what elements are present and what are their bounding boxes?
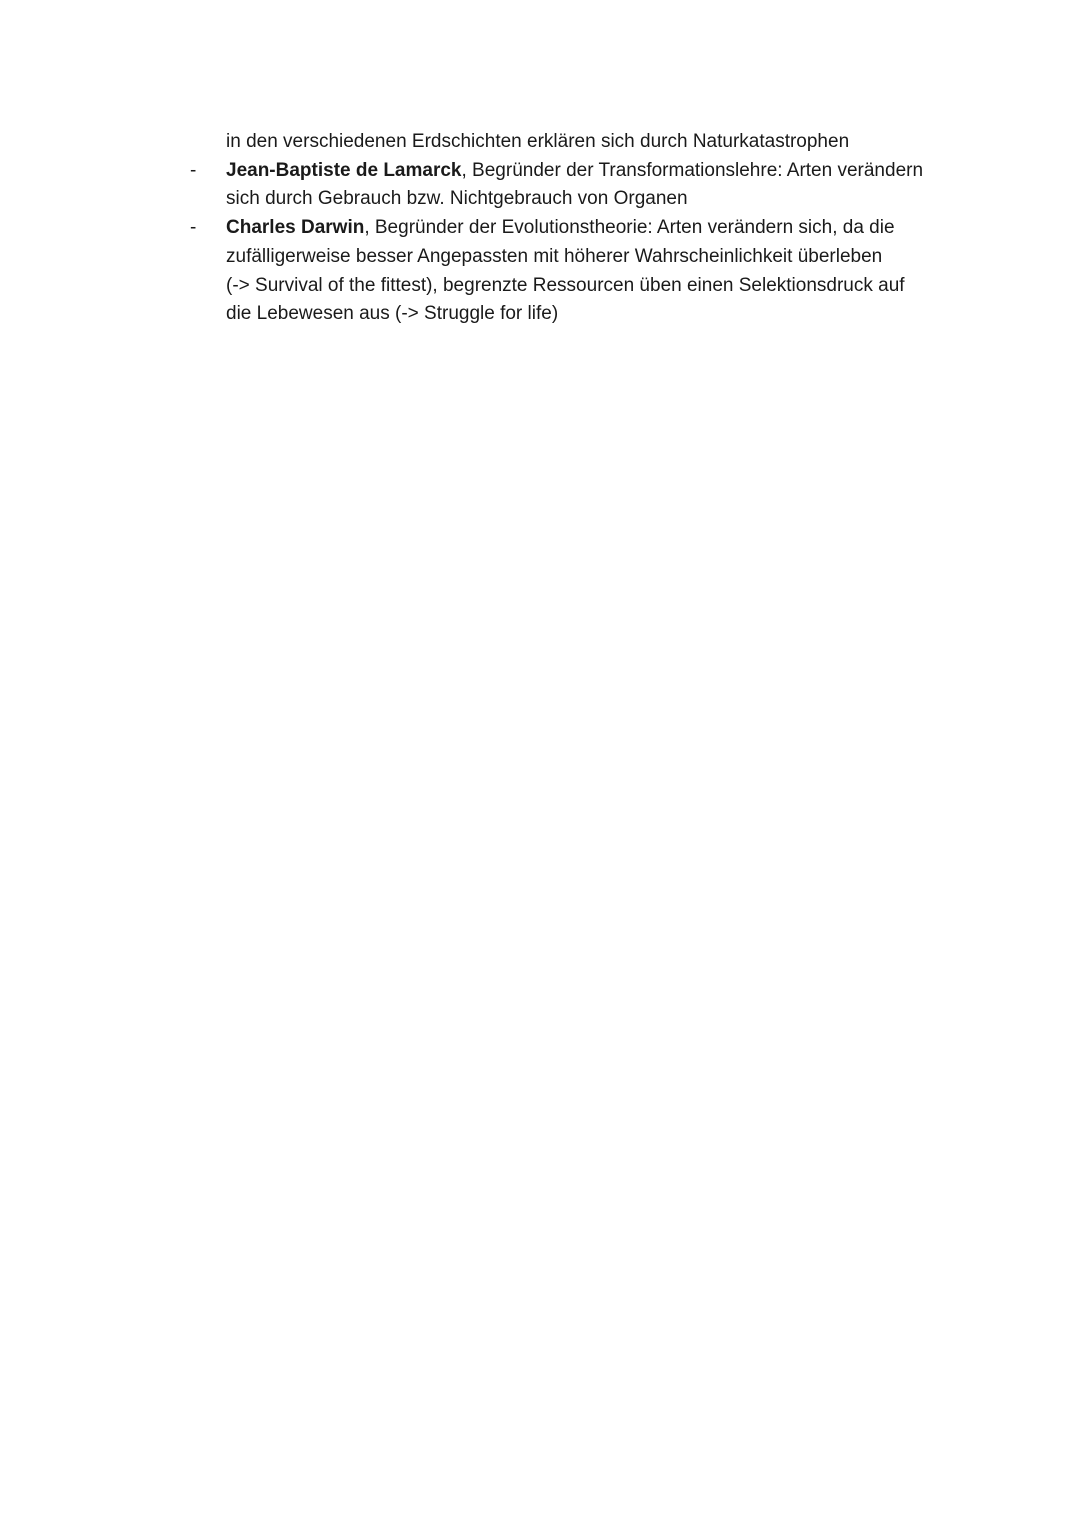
list-item-line — [190, 272, 980, 301]
person-name: Jean-Baptiste de Lamarck — [226, 159, 462, 181]
list-item-line — [190, 185, 980, 214]
list-item-line — [190, 243, 980, 272]
bullet-dash: - — [190, 217, 197, 239]
list-item-darwin — [190, 214, 980, 329]
document-body — [190, 128, 980, 329]
bullet-dash: - — [190, 159, 197, 181]
item-text: , Begründer der Transformationslehre: Arten verändern — [461, 159, 924, 181]
continuation-line — [190, 128, 980, 157]
item-text: , Begründer der Evolutionstheorie: Arten verändern sich, da die — [364, 217, 895, 239]
continuation-text: in den verschiedenen Erdschichten erklären sich durch Naturkatastrophen — [226, 131, 850, 152]
list-item-lamarck — [190, 157, 980, 214]
item-text: zufälligerweise besser Angepassten mit höherer Wahrscheinlichkeit überleben — [226, 245, 883, 267]
list-item-line — [190, 157, 980, 186]
item-text: sich durch Gebrauch bzw. Nichtgebrauch von Organen — [226, 188, 688, 210]
item-text: die Lebewesen aus (-> Struggle for life) — [226, 303, 559, 325]
item-text: (-> Survival of the fittest), begrenzte Ressourcen üben einen Selektionsdruck auf — [226, 274, 905, 296]
person-name: Charles Darwin — [226, 217, 365, 239]
list-item-line — [190, 300, 980, 329]
list-item-line — [190, 214, 980, 243]
